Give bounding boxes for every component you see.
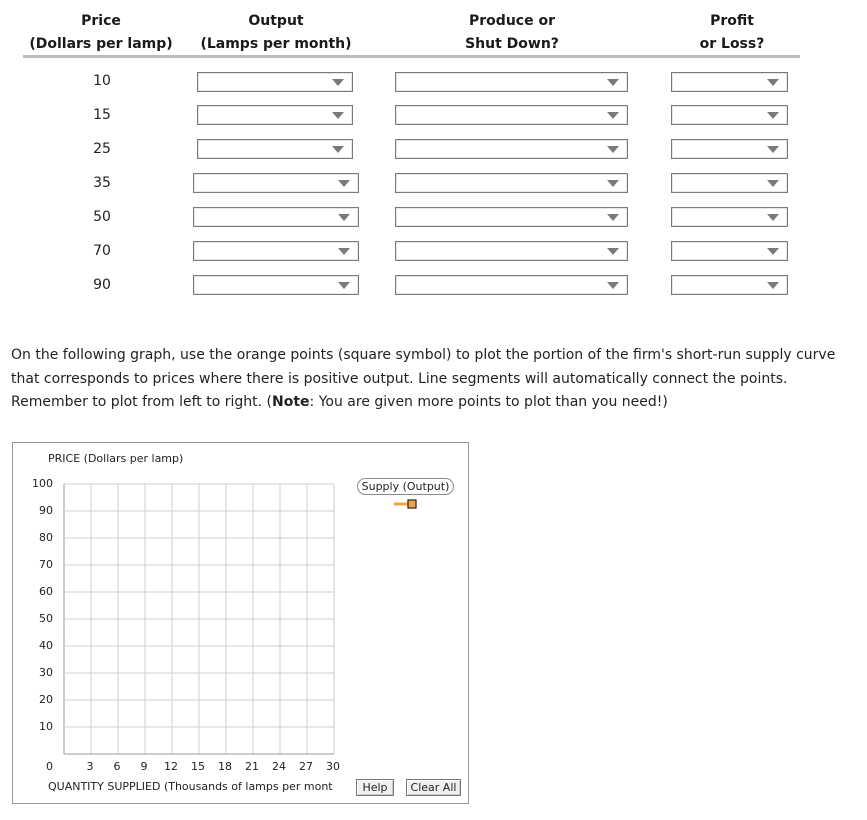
- header-output-line1: Output: [248, 13, 304, 29]
- chevron-down-icon: [338, 282, 350, 289]
- chevron-down-icon: [338, 180, 350, 187]
- chevron-down-icon: [607, 214, 619, 221]
- profit-dropdown[interactable]: [671, 173, 788, 193]
- header-profit-line2: or Loss?: [699, 36, 765, 52]
- chevron-down-icon: [332, 79, 344, 86]
- y-tick-label: 70: [39, 558, 53, 571]
- x-tick-label: 3: [86, 760, 94, 773]
- chevron-down-icon: [607, 282, 619, 289]
- help-button[interactable]: Help: [356, 779, 394, 796]
- legend-label: Supply (Output): [357, 478, 454, 495]
- header-price-line1: Price: [81, 13, 121, 29]
- chevron-down-icon: [767, 146, 779, 153]
- chevron-down-icon: [607, 248, 619, 255]
- output-dropdown[interactable]: [193, 173, 359, 193]
- header-profit-line1: Profit: [710, 13, 754, 29]
- instructions-note: Note: [272, 394, 310, 410]
- x-tick-label: 27: [299, 760, 313, 773]
- output-dropdown[interactable]: [193, 207, 359, 227]
- produce-dropdown[interactable]: [395, 139, 628, 159]
- chevron-down-icon: [332, 146, 344, 153]
- y-tick-label: 30: [39, 666, 53, 679]
- chevron-down-icon: [607, 112, 619, 119]
- chevron-down-icon: [332, 112, 344, 119]
- profit-dropdown[interactable]: [671, 105, 788, 125]
- y-tick-label: 90: [39, 504, 53, 517]
- chevron-down-icon: [767, 282, 779, 289]
- produce-dropdown[interactable]: [395, 207, 628, 227]
- header-divider: [23, 55, 800, 58]
- price-cell: 10: [93, 73, 111, 89]
- profit-dropdown[interactable]: [671, 72, 788, 92]
- header-produce-line1: Produce or: [469, 13, 555, 29]
- price-cell: 50: [93, 209, 111, 225]
- output-dropdown[interactable]: [193, 275, 359, 295]
- y-tick-label: 20: [39, 693, 53, 706]
- x-tick-label: 21: [245, 760, 259, 773]
- y-tick-label: 60: [39, 585, 53, 598]
- output-dropdown[interactable]: [197, 105, 353, 125]
- chevron-down-icon: [767, 214, 779, 221]
- header-output-line2: (Lamps per month): [200, 36, 352, 52]
- chevron-down-icon: [607, 180, 619, 187]
- produce-dropdown[interactable]: [395, 241, 628, 261]
- produce-dropdown[interactable]: [395, 173, 628, 193]
- instructions-text-end: : You are given more points to plot than you need!): [309, 394, 668, 410]
- origin-label: 0: [46, 760, 53, 773]
- chevron-down-icon: [767, 180, 779, 187]
- price-cell: 70: [93, 243, 111, 259]
- clear-all-button[interactable]: Clear All: [406, 779, 461, 796]
- x-axis-title: QUANTITY SUPPLIED (Thousands of lamps per mont: [48, 780, 333, 793]
- orange-square-icon: [408, 500, 416, 508]
- chevron-down-icon: [607, 146, 619, 153]
- chevron-down-icon: [338, 214, 350, 221]
- produce-dropdown[interactable]: [395, 105, 628, 125]
- produce-dropdown[interactable]: [395, 72, 628, 92]
- header-profit: [682, 10, 782, 56]
- profit-dropdown[interactable]: [671, 207, 788, 227]
- header-produce: [432, 10, 592, 56]
- header-price: [26, 10, 176, 56]
- y-tick-label: 40: [39, 639, 53, 652]
- instructions-text: On the following graph, use the orange points (square symbol) to plot the portion of the firm's short-run supply curve that corresponds to prices where there is positive output. Line segments will automatically connect the points. Remember to plot from left to right. (: [11, 347, 836, 410]
- profit-dropdown[interactable]: [671, 241, 788, 261]
- price-cell: 90: [93, 277, 111, 293]
- x-tick-label: 12: [164, 760, 178, 773]
- y-tick-label: 50: [39, 612, 53, 625]
- header-price-line2: (Dollars per lamp): [29, 36, 173, 52]
- chevron-down-icon: [607, 79, 619, 86]
- supply-marker-tool[interactable]: [392, 497, 422, 511]
- header-output: [196, 10, 356, 56]
- header-produce-line2: Shut Down?: [465, 36, 559, 52]
- y-tick-label: 10: [39, 720, 53, 733]
- chevron-down-icon: [338, 248, 350, 255]
- chevron-down-icon: [767, 248, 779, 255]
- output-dropdown[interactable]: [197, 72, 353, 92]
- x-tick-label: 6: [113, 760, 121, 773]
- y-tick-label: 100: [32, 477, 53, 490]
- profit-dropdown[interactable]: [671, 139, 788, 159]
- chevron-down-icon: [767, 112, 779, 119]
- instructions: [11, 344, 861, 415]
- chevron-down-icon: [767, 79, 779, 86]
- price-cell: 25: [93, 141, 111, 157]
- profit-dropdown[interactable]: [671, 275, 788, 295]
- output-dropdown[interactable]: [197, 139, 353, 159]
- price-cell: 35: [93, 175, 111, 191]
- price-cell: 15: [93, 107, 111, 123]
- x-tick-label: 9: [140, 760, 148, 773]
- y-axis-title: PRICE (Dollars per lamp): [48, 452, 184, 465]
- x-tick-label: 15: [191, 760, 205, 773]
- x-tick-label: 18: [218, 760, 232, 773]
- x-tick-label: 30: [326, 760, 340, 773]
- output-dropdown[interactable]: [193, 241, 359, 261]
- x-tick-label: 24: [272, 760, 286, 773]
- y-tick-label: 80: [39, 531, 53, 544]
- produce-dropdown[interactable]: [395, 275, 628, 295]
- graph-panel: [12, 442, 469, 804]
